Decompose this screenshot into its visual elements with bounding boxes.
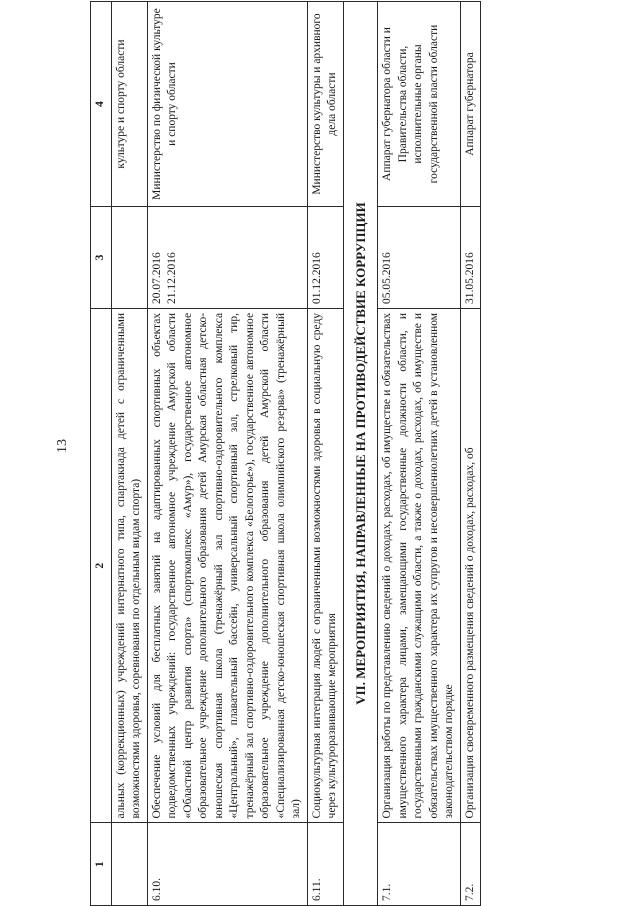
table-row: [111, 2, 147, 906]
row-date: 05.05.2016: [378, 207, 461, 309]
table-row: [147, 2, 307, 906]
section-title: VII. МЕРОПРИЯТИЯ, НАПРАВЛЕННЫЕ НА ПРОТИВОДЕЙСТВИЕ КОРРУПЦИИ: [343, 2, 378, 906]
row-number: 6.10.: [147, 823, 307, 906]
row-description: Социокультурная интеграция людей с ограниченными возможностями здоровья в социальную среду через культуроразвивающие мероприятия: [307, 308, 343, 823]
table-row: [307, 2, 343, 906]
table-row: [378, 2, 461, 906]
table-row: [460, 2, 481, 906]
column-header-2: 2: [91, 308, 112, 823]
row-number: 6.11.: [307, 823, 343, 906]
table-header-row: [91, 2, 112, 906]
row-number: [111, 823, 147, 906]
row-responsible: Аппарат губернатора: [460, 2, 481, 207]
row-responsible: культуре и спорту области: [111, 2, 147, 207]
column-header-4: 4: [91, 2, 112, 207]
row-number: 7.1.: [378, 823, 461, 906]
row-responsible: Министерство культуры и архивного дела области: [307, 2, 343, 207]
row-date: [111, 207, 147, 309]
row-date: 01.12.2016: [307, 207, 343, 309]
row-description: Обеспечение условий для бесплатных занятий на адаптированных спортивных объектах подведомственных учреждений: государственное автономное учреждение Амурской области «Областной центр развития спорта» (спорткомплекс «Амур»), государственное автономное образовательное учреждение дополнительного образования детей Амурская областная детско-юношеская спортивная школа (тренажёрный зал спортивно-оздоровительного комплекса «Центральный», плавательный бассейн, универсальный спортивный зал, стрелковый тир, тренажёрный зал спортивно-оздоровительного комплекса «Белогорье»), государственное автономное образовательное учреждение дополнительного образования детей Амурской области «Специализированная детско-юношеская спортивная школа олимпийского резерва» (тренажёрный зал): [147, 308, 307, 823]
rotated-table-container: [90, 1, 640, 906]
row-description: Организация работы по представлению сведений о доходах, расходах, об имуществе и обязательствах имущественного характера лицами, замещающими государственные должности области, и государственными гражданскими служащими области, а также о доходах, расходах, об имуществе и обязательствах имущественного характера их супругов и несовершеннолетних детей в установленном законодательством порядке: [378, 308, 461, 823]
row-responsible: Министерство по физической культуре и спорту области: [147, 2, 307, 207]
page-number: 13: [55, 439, 70, 453]
section-heading-row: [343, 2, 378, 906]
row-date: 31.05.2016: [460, 207, 481, 309]
measures-table: [90, 1, 481, 906]
row-responsible: Аппарат губернатора области и Правительства области, исполнительные органы государственной власти области: [378, 2, 461, 207]
row-number: 7.2.: [460, 823, 481, 906]
document-page: [90, 1, 640, 906]
row-date: 20.07.2016 21.12.2016: [147, 207, 307, 309]
row-description: альных (коррекционных) учреждений интернатного типа, спартакиада детей с ограниченными возможностями здоровья, соревнования по отдельным видам спорта): [111, 308, 147, 823]
column-header-3: 3: [91, 207, 112, 309]
row-description: Организация своевременного размещения сведений о доходах, расходах, об: [460, 308, 481, 823]
column-header-1: 1: [91, 823, 112, 906]
